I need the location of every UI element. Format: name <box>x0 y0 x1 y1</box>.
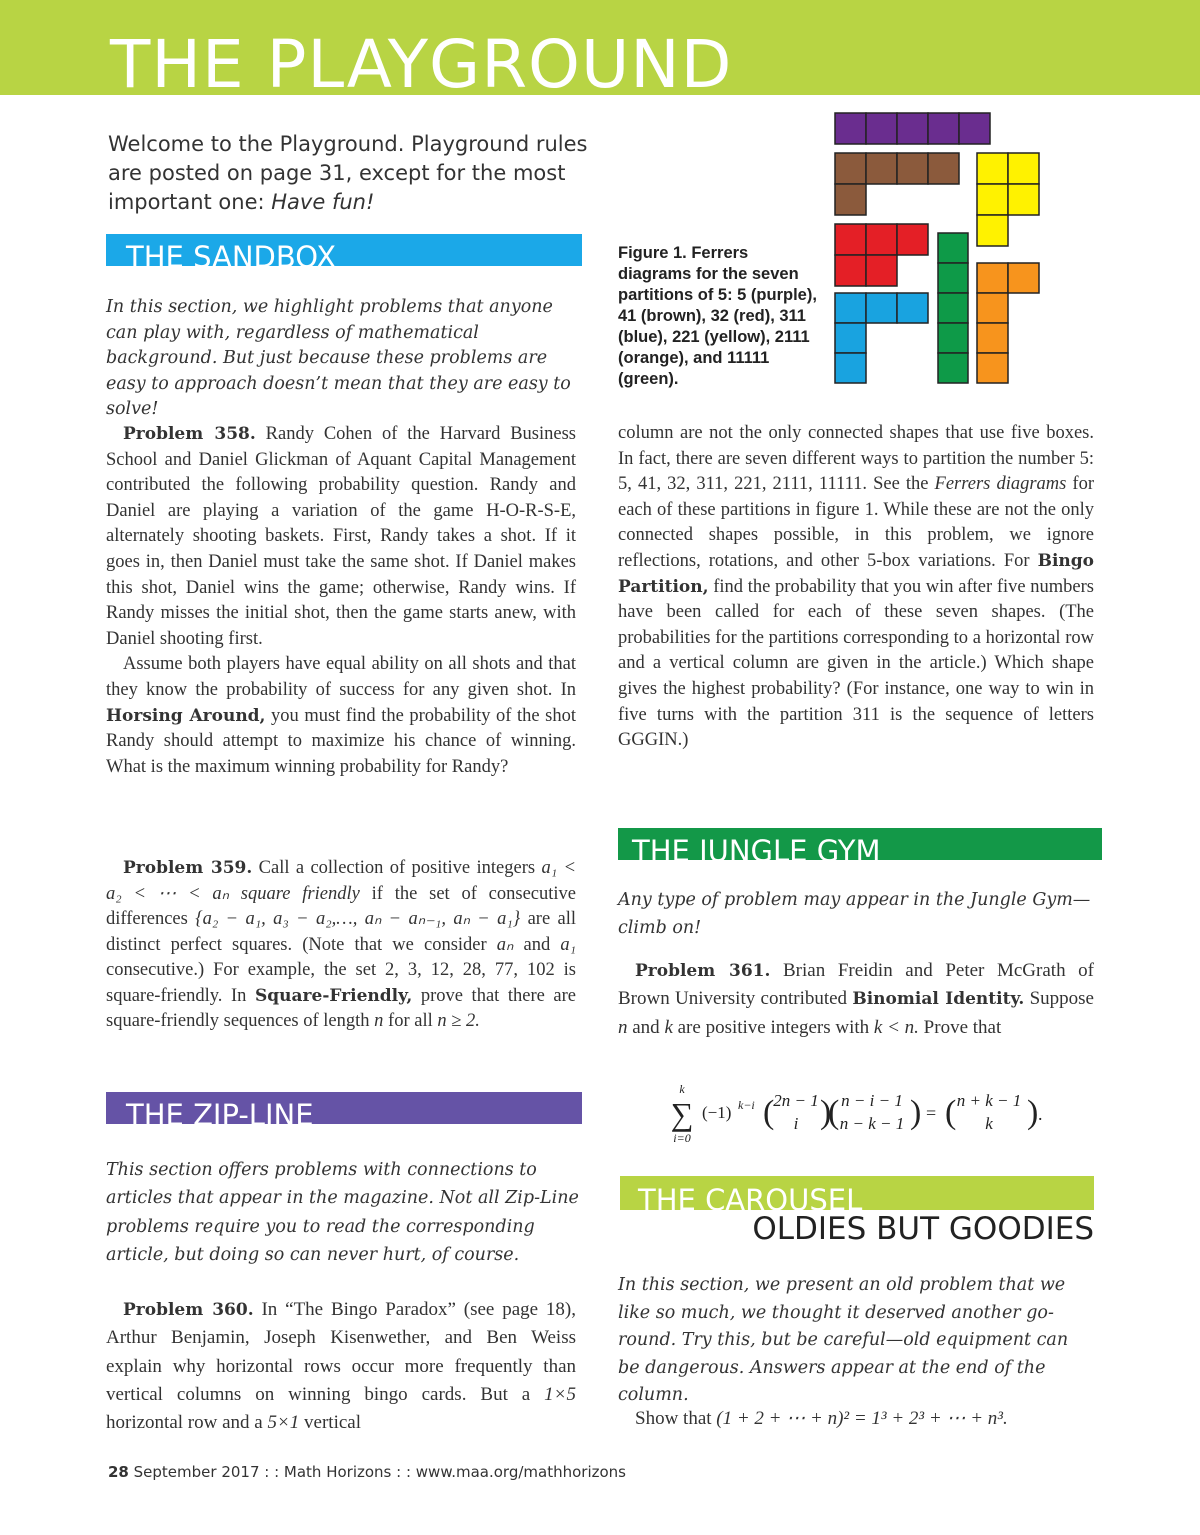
problem-359-text-6: consecutive.) For example, the set 2, 3, 12, 28, 77, 102 is square-friendly. In <box>106 960 576 1006</box>
problem-360-text-4: for each of these partitions in figure 1. While these are not the only connected shapes possible, in this problem, we ignore reflections, rotations, and other 5-box variations. For <box>618 474 1095 571</box>
sandbox-heading-bar <box>106 234 582 274</box>
binom-1-open: ( <box>763 1094 775 1131</box>
formula-period: . <box>1038 1104 1043 1124</box>
problem-360-left <box>106 1296 576 1434</box>
binom-2-close: ) <box>910 1094 922 1131</box>
problem-359-an: aₙ <box>496 934 514 955</box>
problem-359-n: n <box>374 1011 384 1031</box>
problem-358-label: Problem 358. <box>123 424 256 444</box>
zipline-heading: THE ZIP-LINE <box>126 1098 314 1132</box>
problem-361-text-3: and <box>627 1016 665 1038</box>
problem-360-text-5: find the probability that you win after five numbers have been called for each of these seven shapes. (The probabilities for the partitions corresponding to a horizontal row and a vertical column are given in the article.) Which shape gives the highest probability? (For instance, one way to win in five turns with the partition 311 is the sequence of letters GGGIN.) <box>618 576 1094 751</box>
intro-emphasis: Have fun! <box>271 190 375 214</box>
problem-360-ferrers: Ferrers diagrams <box>934 474 1067 495</box>
binomial-identity-formula <box>660 1082 1060 1154</box>
problem-361-n: n <box>618 1016 628 1038</box>
problem-360-text-3-start: vertical <box>299 1412 361 1434</box>
zipline-blurb: This section offers problems with connections to articles that appear in the magazine. Not all Zip-Line problems require you to read the corresponding article, but doing so can never hurt, of course. <box>106 1160 579 1265</box>
sum-upper-limit: k <box>679 1082 685 1096</box>
orange-partition-2111 <box>977 263 1039 383</box>
intro-text <box>108 130 598 217</box>
sign-factor: (−1) <box>702 1103 732 1122</box>
equals-sign: = <box>926 1103 937 1123</box>
figure-1-caption: Figure 1. Ferrers diagrams for the seven partitions of 5: 5 (purple), 41 (brown), 32 (red), 311 (blue), 221 (yellow), 2111 (orange), and 11111 (green). <box>618 244 817 388</box>
zipline-heading-bar <box>106 1092 582 1132</box>
binom-2-bottom: n − k − 1 <box>839 1114 905 1133</box>
header-banner <box>0 0 1200 103</box>
problem-359-label: Problem 359. <box>123 858 253 878</box>
sandbox-blurb: In this section, we highlight problems that anyone can play with, regardless of mathematical background. But just because these problems are easy to approach doesn’t mean that they are easy to solve! <box>106 297 571 419</box>
carousel-problem <box>635 1406 1095 1432</box>
problem-361-text-1: Brian Freidin and Peter McGrath of Brown University contributed <box>618 960 1094 1010</box>
binom-3-bottom: k <box>985 1114 993 1133</box>
problem-361-label: Problem 361. <box>635 961 771 981</box>
binom-1-top: 2n − 1 <box>773 1091 819 1110</box>
problem-360-right <box>618 421 1094 754</box>
yellow-partition-221 <box>977 153 1039 246</box>
carousel-heading: THE CAROUSEL <box>638 1183 863 1217</box>
problem-359-text-4: are all distinct perfect squares. (Note that we consider <box>106 909 576 955</box>
purple-partition-5 <box>835 113 990 144</box>
sum-sign: ∑ <box>670 1096 694 1132</box>
problem-361-k: k <box>664 1016 673 1038</box>
ferrers-diagrams-figure <box>830 110 1050 390</box>
problem-359-differences: {a₂ − a₁, a₃ − a₂,…, aₙ − aₙ₋₁, aₙ − a₁} <box>195 909 521 929</box>
problem-360-text-3: column are not the only connected shapes that use five boxes. In fact, there are seven different ways to partition the number 5: 5, 41, 32, 311, 221, 2111, 11111. See the <box>618 423 1094 495</box>
junglegym-heading-bar <box>618 828 1102 868</box>
problem-359-text-1: Call a collection of positive integers <box>252 858 542 878</box>
carousel-subtitle: OLDIES BUT GOODIES <box>752 1211 1094 1247</box>
junglegym-heading: THE JUNGLE GYM <box>632 834 881 868</box>
binom-3-top: n + k − 1 <box>956 1091 1022 1110</box>
binom-1-bottom: i <box>793 1114 799 1133</box>
problem-361-name: Binomial Identity. <box>852 989 1025 1010</box>
problem-359-term: square friendly <box>228 883 360 904</box>
problem-361-text-4: are positive integers with <box>672 1016 874 1038</box>
problem-359-name: Square-Friendly, <box>255 985 413 1006</box>
binom-3-close: ) <box>1027 1094 1039 1131</box>
problem-360-name: Bingo Partition, <box>618 550 1094 597</box>
problem-360-label: Problem 360. <box>123 1300 254 1320</box>
problem-358 <box>106 422 576 780</box>
problem-361-text-5: Prove that <box>918 1016 1002 1038</box>
problem-358-name: Horsing Around, <box>106 705 266 726</box>
brown-partition-41 <box>835 153 959 215</box>
carousel-blurb: In this section, we present an old problem that we like so much, we thought it deserved another go-round. Try this, but be careful—old equipment can be dangerous. Answers appear at the end of the column. <box>618 1275 1069 1405</box>
binom-2-top: n − i − 1 <box>841 1091 903 1110</box>
blue-partition-311 <box>835 293 928 383</box>
problem-360-text-1: In “The Bingo Paradox” (see page 18), Arthur Benjamin, Joseph Kisenwether, and Ben Weiss explain why horizontal rows occur more frequently than vertical columns on winning bingo cards. But a <box>106 1299 576 1405</box>
carousel-show-text: Show that <box>635 1408 717 1429</box>
problem-360-col-dim: 5×1 <box>267 1412 300 1434</box>
carousel-identity: (1 + 2 + ⋯ + n)² = 1³ + 2³ + ⋯ + n³. <box>716 1408 1008 1429</box>
sum-lower-limit: i=0 <box>673 1131 691 1145</box>
page-number: 28 <box>108 1463 129 1481</box>
binom-3-open: ( <box>945 1094 957 1131</box>
problem-361-condition: k < n. <box>873 1016 919 1038</box>
intro-body: Welcome to the Playground. Playground rules are posted on page 31, except for the most important one: <box>108 132 588 214</box>
green-partition-11111 <box>938 233 968 383</box>
problem-359-text-7: prove that there are square-friendly sequences of length <box>106 985 577 1031</box>
problem-361 <box>618 957 1094 1042</box>
problem-359-text-3: if the set of consecutive differences <box>106 883 577 929</box>
problem-359-a1: a₁ <box>560 934 576 955</box>
problem-359-text-5: and <box>513 934 561 955</box>
problem-360-text-2: horizontal row and a <box>106 1412 268 1434</box>
problem-358-text-2a: Assume both players have equal ability on all shots and that they know the probability of success for any given shot. In <box>106 654 576 700</box>
problem-358-text: Randy Cohen of the Harvard Business School and Daniel Glickman of Aquant Capital Management contributed the following probability question. Randy and Daniel are playing a variation of the game H-O-R-S-E, alternately shooting baskets. First, Randy takes a shot. If it goes in, then Daniel must take the same shot. If Daniel makes this shot, Daniel wins the game; otherwise, Randy wins. If Randy misses the initial shot, then the game starts anew, with Daniel shooting first. <box>106 424 576 649</box>
problem-360-row-dim: 1×5 <box>544 1383 576 1405</box>
red-partition-32 <box>835 224 928 286</box>
footer-text: September 2017 : : Math Horizons : : www.maa.org/mathhorizons <box>133 1463 626 1481</box>
binom-2-open: ( <box>828 1094 840 1131</box>
problem-358-text-2b: you must find the probability of the shot Randy should attempt to maximize his chance of winning. What is the maximum winning probability for Randy? <box>106 705 576 777</box>
problem-359 <box>106 856 576 1035</box>
problem-359-sequence: a₁ < a₂ < ⋯ < aₙ <box>106 858 576 904</box>
page-footer <box>108 1463 626 1481</box>
sandbox-heading: THE SANDBOX <box>126 240 337 274</box>
problem-361-text-2: Suppose <box>1024 988 1094 1010</box>
problem-359-text-8: for all <box>383 1011 438 1031</box>
binom-1-close: ) <box>820 1094 832 1131</box>
sign-exponent: k−i <box>738 1098 755 1112</box>
page-title: THE PLAYGROUND <box>110 26 733 103</box>
problem-359-condition: n ≥ 2. <box>437 1011 480 1031</box>
junglegym-blurb: Any type of problem may appear in the Jungle Gym—climb on! <box>618 890 1091 939</box>
carousel-heading-bar <box>620 1176 1094 1217</box>
